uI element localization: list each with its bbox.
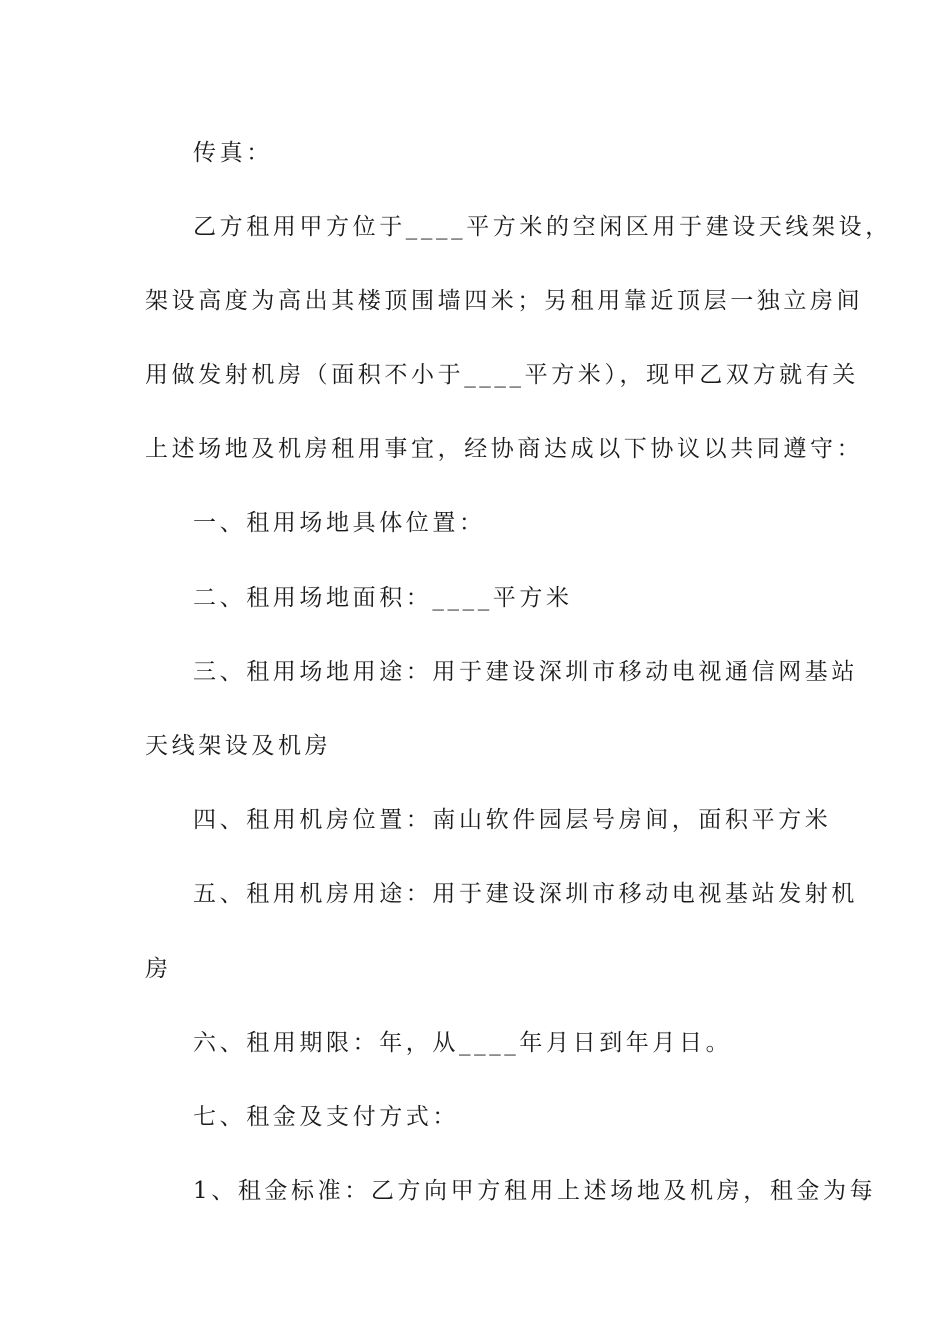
- clause-2: 二、租用场地面积：____平方米: [193, 585, 573, 611]
- fax-line: 传真：: [193, 140, 273, 166]
- clause-4: 四、租用机房位置：南山软件园层号房间，面积平方米: [193, 807, 832, 833]
- clause-3-continuation: 天线架设及机房: [145, 733, 332, 759]
- clause-7-item-1: 1、租金标准：乙方向甲方租用上述场地及机房，租金为每: [193, 1178, 877, 1204]
- clause-6: 六、租用期限：年，从____年月日到年月日。: [193, 1030, 733, 1056]
- clause-7: 七、租金及支付方式：: [193, 1104, 459, 1130]
- clause-5: 五、租用机房用途：用于建设深圳市移动电视基站发射机: [193, 881, 858, 907]
- paragraph-line: 上述场地及机房租用事宜，经协商达成以下协议以共同遵守：: [145, 436, 864, 462]
- paragraph-line: 架设高度为高出其楼顶围墙四米；另租用靠近顶层一独立房间: [145, 288, 864, 314]
- clause-1: 一、租用场地具体位置：: [193, 510, 486, 536]
- clause-5-continuation: 房: [145, 956, 172, 982]
- paragraph-line: 乙方租用甲方位于____平方米的空闲区用于建设天线架设，: [193, 214, 892, 240]
- paragraph-line: 用做发射机房（面积不小于____平方米），现甲乙双方就有关: [145, 362, 859, 388]
- clause-3: 三、租用场地用途：用于建设深圳市移动电视通信网基站: [193, 659, 858, 685]
